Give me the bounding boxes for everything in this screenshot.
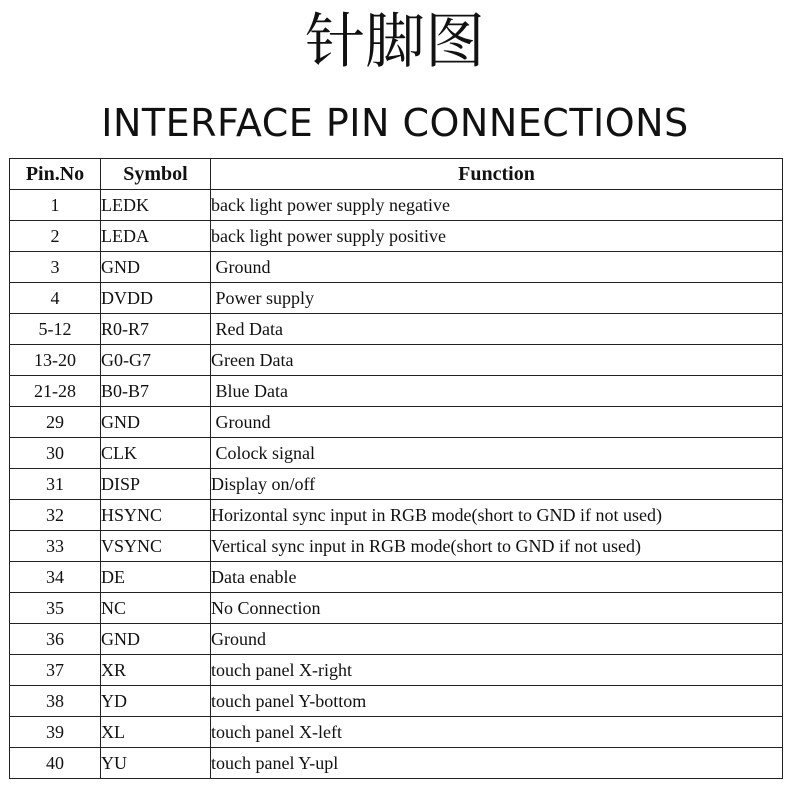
- title-chinese: 针脚图: [305, 7, 485, 77]
- symbol-cell: DE: [101, 562, 211, 593]
- pin-cell: 34: [10, 562, 101, 593]
- pin-cell: 5-12: [10, 314, 101, 345]
- pin-connections-table: [9, 158, 783, 779]
- table-row: [10, 748, 783, 779]
- function-cell: back light power supply negative: [211, 190, 783, 221]
- function-cell: touch panel Y-upl: [211, 748, 783, 779]
- symbol-cell: GND: [101, 624, 211, 655]
- page-title: INTERFACE PIN CONNECTIONS: [101, 101, 689, 145]
- pin-cell: 36: [10, 624, 101, 655]
- function-cell: No Connection: [211, 593, 783, 624]
- pin-cell: 38: [10, 686, 101, 717]
- table-row: [10, 655, 783, 686]
- symbol-cell: XL: [101, 717, 211, 748]
- function-cell: Horizontal sync input in RGB mode(short to GND if not used): [211, 500, 783, 531]
- pin-cell: 2: [10, 221, 101, 252]
- table-row: [10, 314, 783, 345]
- function-cell: Power supply: [211, 283, 783, 314]
- function-cell: Ground: [211, 252, 783, 283]
- table-row: [10, 190, 783, 221]
- symbol-cell: B0-B7: [101, 376, 211, 407]
- function-cell: Display on/off: [211, 469, 783, 500]
- function-cell: Vertical sync input in RGB mode(short to GND if not used): [211, 531, 783, 562]
- header-function: Function: [211, 159, 783, 190]
- pin-cell: 37: [10, 655, 101, 686]
- pin-cell: 30: [10, 438, 101, 469]
- function-cell: Ground: [211, 407, 783, 438]
- function-cell: touch panel X-right: [211, 655, 783, 686]
- function-cell: back light power supply positive: [211, 221, 783, 252]
- table-row: [10, 686, 783, 717]
- symbol-cell: DVDD: [101, 283, 211, 314]
- table-row: [10, 438, 783, 469]
- function-cell: Colock signal: [211, 438, 783, 469]
- function-cell: Ground: [211, 624, 783, 655]
- function-cell: Blue Data: [211, 376, 783, 407]
- symbol-cell: DISP: [101, 469, 211, 500]
- table-row: [10, 717, 783, 748]
- pin-cell: 40: [10, 748, 101, 779]
- function-cell: Green Data: [211, 345, 783, 376]
- table-header: [10, 159, 783, 190]
- header-symbol: Symbol: [101, 159, 211, 190]
- symbol-cell: GND: [101, 407, 211, 438]
- pin-cell: 21-28: [10, 376, 101, 407]
- symbol-cell: R0-R7: [101, 314, 211, 345]
- symbol-cell: LEDA: [101, 221, 211, 252]
- function-cell: touch panel Y-bottom: [211, 686, 783, 717]
- table-body: [10, 190, 783, 779]
- symbol-cell: YU: [101, 748, 211, 779]
- table-row: [10, 624, 783, 655]
- function-cell: Data enable: [211, 562, 783, 593]
- pin-cell: 29: [10, 407, 101, 438]
- pin-cell: 33: [10, 531, 101, 562]
- header-row: [10, 159, 783, 190]
- table-row: [10, 221, 783, 252]
- table-row: [10, 593, 783, 624]
- symbol-cell: XR: [101, 655, 211, 686]
- pin-cell: 1: [10, 190, 101, 221]
- pin-cell: 31: [10, 469, 101, 500]
- symbol-cell: LEDK: [101, 190, 211, 221]
- pin-cell: 3: [10, 252, 101, 283]
- table-row: [10, 531, 783, 562]
- symbol-cell: GND: [101, 252, 211, 283]
- pin-cell: 35: [10, 593, 101, 624]
- function-cell: touch panel X-left: [211, 717, 783, 748]
- table-row: [10, 500, 783, 531]
- table-row: [10, 376, 783, 407]
- table-row: [10, 562, 783, 593]
- symbol-cell: VSYNC: [101, 531, 211, 562]
- pin-cell: 32: [10, 500, 101, 531]
- table-row: [10, 252, 783, 283]
- symbol-cell: YD: [101, 686, 211, 717]
- symbol-cell: NC: [101, 593, 211, 624]
- symbol-cell: CLK: [101, 438, 211, 469]
- header-pin-no: Pin.No: [10, 159, 101, 190]
- table-row: [10, 407, 783, 438]
- pin-cell: 39: [10, 717, 101, 748]
- symbol-cell: G0-G7: [101, 345, 211, 376]
- table-row: [10, 469, 783, 500]
- table-row: [10, 283, 783, 314]
- pin-cell: 13-20: [10, 345, 101, 376]
- pin-cell: 4: [10, 283, 101, 314]
- symbol-cell: HSYNC: [101, 500, 211, 531]
- table-row: [10, 345, 783, 376]
- function-cell: Red Data: [211, 314, 783, 345]
